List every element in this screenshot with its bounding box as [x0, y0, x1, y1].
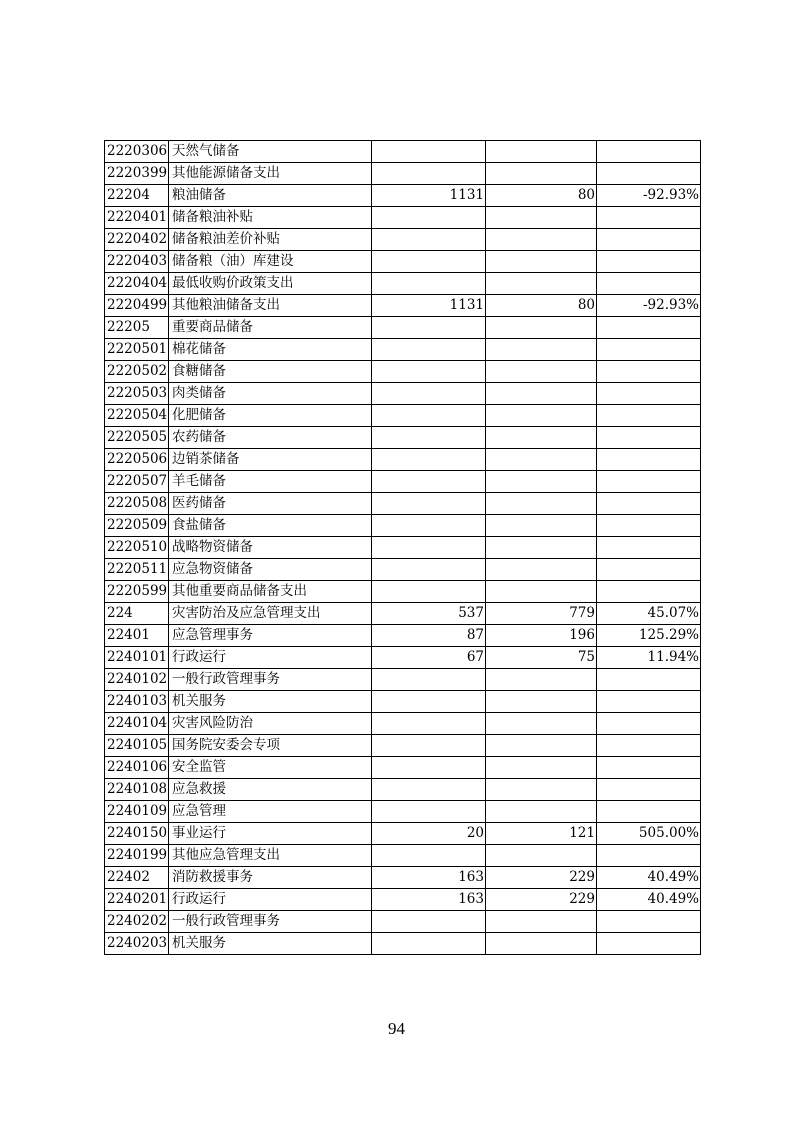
cell-code: 2240102 [105, 669, 169, 691]
cell-change-percent: 45.07% [597, 603, 701, 625]
cell-name: 灾害防治及应急管理支出 [169, 603, 372, 625]
cell-value-1 [372, 515, 486, 537]
cell-change-percent [597, 163, 701, 185]
table-row [105, 823, 701, 845]
cell-change-percent [597, 207, 701, 229]
cell-name: 重要商品储备 [169, 317, 372, 339]
cell-change-percent [597, 405, 701, 427]
cell-name: 其他应急管理支出 [169, 845, 372, 867]
cell-code: 2220509 [105, 515, 169, 537]
cell-change-percent [597, 757, 701, 779]
table-row [105, 141, 701, 163]
cell-value-2: 80 [486, 295, 597, 317]
cell-code: 2240202 [105, 911, 169, 933]
cell-code: 2240108 [105, 779, 169, 801]
cell-value-1 [372, 251, 486, 273]
cell-name: 储备粮（油）库建设 [169, 251, 372, 273]
cell-value-1 [372, 141, 486, 163]
cell-value-2: 779 [486, 603, 597, 625]
table-row [105, 581, 701, 603]
cell-value-1: 1131 [372, 185, 486, 207]
cell-change-percent [597, 229, 701, 251]
table-row [105, 295, 701, 317]
cell-value-2 [486, 229, 597, 251]
cell-code: 2220507 [105, 471, 169, 493]
cell-value-1: 67 [372, 647, 486, 669]
cell-change-percent: 505.00% [597, 823, 701, 845]
cell-code: 2220503 [105, 383, 169, 405]
cell-name: 食糖储备 [169, 361, 372, 383]
cell-value-2: 75 [486, 647, 597, 669]
cell-value-1 [372, 713, 486, 735]
table-body [105, 141, 701, 955]
cell-value-2: 80 [486, 185, 597, 207]
cell-value-2: 121 [486, 823, 597, 845]
table-row [105, 515, 701, 537]
cell-change-percent [597, 383, 701, 405]
table-row [105, 383, 701, 405]
cell-change-percent [597, 427, 701, 449]
cell-name: 事业运行 [169, 823, 372, 845]
cell-value-1 [372, 405, 486, 427]
cell-value-2 [486, 669, 597, 691]
cell-value-2 [486, 383, 597, 405]
cell-code: 2240104 [105, 713, 169, 735]
cell-name: 应急物资储备 [169, 559, 372, 581]
cell-code: 2240101 [105, 647, 169, 669]
cell-change-percent [597, 141, 701, 163]
table-row [105, 471, 701, 493]
cell-code: 224 [105, 603, 169, 625]
cell-code: 2240103 [105, 691, 169, 713]
cell-value-1 [372, 471, 486, 493]
cell-value-1 [372, 449, 486, 471]
cell-value-2 [486, 911, 597, 933]
cell-value-2 [486, 317, 597, 339]
cell-change-percent [597, 471, 701, 493]
cell-code: 2220510 [105, 537, 169, 559]
cell-name: 一般行政管理事务 [169, 911, 372, 933]
cell-value-2 [486, 515, 597, 537]
table-row [105, 801, 701, 823]
table-row [105, 185, 701, 207]
table-row [105, 559, 701, 581]
cell-code: 22401 [105, 625, 169, 647]
cell-change-percent [597, 801, 701, 823]
cell-code: 2220306 [105, 141, 169, 163]
cell-value-1 [372, 361, 486, 383]
cell-name: 其他粮油储备支出 [169, 295, 372, 317]
cell-name: 行政运行 [169, 889, 372, 911]
cell-value-1: 20 [372, 823, 486, 845]
cell-value-1 [372, 537, 486, 559]
cell-change-percent [597, 449, 701, 471]
cell-code: 22205 [105, 317, 169, 339]
cell-name: 其他能源储备支出 [169, 163, 372, 185]
cell-code: 2240106 [105, 757, 169, 779]
cell-value-1 [372, 207, 486, 229]
cell-value-1 [372, 383, 486, 405]
budget-table [104, 140, 701, 955]
cell-code: 2220501 [105, 339, 169, 361]
cell-name: 天然气储备 [169, 141, 372, 163]
cell-change-percent: 40.49% [597, 867, 701, 889]
cell-value-1 [372, 735, 486, 757]
cell-value-1 [372, 691, 486, 713]
cell-value-1 [372, 229, 486, 251]
table-row [105, 757, 701, 779]
cell-name: 储备粮油补贴 [169, 207, 372, 229]
cell-code: 2220499 [105, 295, 169, 317]
cell-change-percent [597, 559, 701, 581]
cell-code: 2240105 [105, 735, 169, 757]
table-row [105, 493, 701, 515]
cell-name: 国务院安委会专项 [169, 735, 372, 757]
cell-name: 棉花储备 [169, 339, 372, 361]
cell-name: 机关服务 [169, 933, 372, 955]
table-row [105, 779, 701, 801]
cell-code: 2240201 [105, 889, 169, 911]
cell-value-2 [486, 405, 597, 427]
cell-code: 2220399 [105, 163, 169, 185]
cell-change-percent: 125.29% [597, 625, 701, 647]
cell-value-1 [372, 933, 486, 955]
cell-code: 2220511 [105, 559, 169, 581]
cell-value-1: 537 [372, 603, 486, 625]
cell-value-1 [372, 911, 486, 933]
table-row [105, 603, 701, 625]
cell-code: 2220505 [105, 427, 169, 449]
cell-name: 一般行政管理事务 [169, 669, 372, 691]
table-row [105, 537, 701, 559]
cell-change-percent [597, 339, 701, 361]
cell-value-2: 229 [486, 867, 597, 889]
cell-name: 安全监管 [169, 757, 372, 779]
cell-value-2 [486, 691, 597, 713]
cell-change-percent [597, 537, 701, 559]
table-row [105, 427, 701, 449]
table-row [105, 845, 701, 867]
table-row [105, 229, 701, 251]
cell-name: 食盐储备 [169, 515, 372, 537]
cell-value-1 [372, 757, 486, 779]
cell-change-percent [597, 581, 701, 603]
cell-change-percent [597, 713, 701, 735]
cell-value-2: 229 [486, 889, 597, 911]
table-row [105, 251, 701, 273]
cell-value-1: 163 [372, 867, 486, 889]
cell-value-2 [486, 801, 597, 823]
cell-value-2 [486, 845, 597, 867]
cell-value-2 [486, 779, 597, 801]
cell-value-2 [486, 581, 597, 603]
cell-change-percent [597, 361, 701, 383]
cell-value-1: 1131 [372, 295, 486, 317]
table-row [105, 339, 701, 361]
table-row [105, 933, 701, 955]
cell-name: 行政运行 [169, 647, 372, 669]
cell-value-1 [372, 427, 486, 449]
cell-name: 粮油储备 [169, 185, 372, 207]
table-row [105, 449, 701, 471]
cell-change-percent [597, 779, 701, 801]
cell-change-percent [597, 515, 701, 537]
cell-name: 肉类储备 [169, 383, 372, 405]
table-row [105, 361, 701, 383]
table-row [105, 273, 701, 295]
cell-value-1 [372, 669, 486, 691]
cell-value-1 [372, 779, 486, 801]
cell-value-2: 196 [486, 625, 597, 647]
cell-value-1 [372, 559, 486, 581]
cell-name: 灾害风险防治 [169, 713, 372, 735]
cell-value-1: 87 [372, 625, 486, 647]
cell-name: 边销茶储备 [169, 449, 372, 471]
table-row [105, 405, 701, 427]
cell-name: 医药储备 [169, 493, 372, 515]
cell-code: 2220506 [105, 449, 169, 471]
cell-name: 其他重要商品储备支出 [169, 581, 372, 603]
cell-value-2 [486, 493, 597, 515]
table-row [105, 317, 701, 339]
cell-value-2 [486, 273, 597, 295]
cell-code: 2220403 [105, 251, 169, 273]
table-row [105, 911, 701, 933]
cell-value-2 [486, 163, 597, 185]
cell-name: 最低收购价政策支出 [169, 273, 372, 295]
cell-change-percent [597, 735, 701, 757]
cell-code: 2240203 [105, 933, 169, 955]
cell-value-1 [372, 339, 486, 361]
table-row [105, 889, 701, 911]
cell-change-percent [597, 273, 701, 295]
cell-change-percent [597, 251, 701, 273]
cell-value-2 [486, 471, 597, 493]
cell-value-2 [486, 427, 597, 449]
page-number: 94 [388, 1019, 405, 1038]
cell-name: 农药储备 [169, 427, 372, 449]
cell-code: 2220599 [105, 581, 169, 603]
cell-change-percent [597, 317, 701, 339]
cell-name: 化肥储备 [169, 405, 372, 427]
cell-change-percent [597, 669, 701, 691]
table-row [105, 163, 701, 185]
cell-value-1 [372, 801, 486, 823]
cell-code: 22402 [105, 867, 169, 889]
cell-code: 2240150 [105, 823, 169, 845]
table-row [105, 713, 701, 735]
cell-value-2 [486, 449, 597, 471]
cell-change-percent [597, 933, 701, 955]
cell-value-2 [486, 537, 597, 559]
cell-change-percent [597, 493, 701, 515]
cell-value-1 [372, 163, 486, 185]
cell-name: 消防救援事务 [169, 867, 372, 889]
cell-name: 羊毛储备 [169, 471, 372, 493]
cell-name: 应急管理事务 [169, 625, 372, 647]
cell-value-1 [372, 317, 486, 339]
cell-value-1 [372, 493, 486, 515]
cell-code: 2220402 [105, 229, 169, 251]
cell-code: 22204 [105, 185, 169, 207]
table-row [105, 735, 701, 757]
cell-value-2 [486, 757, 597, 779]
cell-change-percent: 11.94% [597, 647, 701, 669]
cell-name: 应急救援 [169, 779, 372, 801]
table-row [105, 669, 701, 691]
cell-change-percent: -92.93% [597, 185, 701, 207]
table-row [105, 625, 701, 647]
cell-value-1 [372, 273, 486, 295]
cell-value-2 [486, 559, 597, 581]
cell-name: 应急管理 [169, 801, 372, 823]
cell-name: 机关服务 [169, 691, 372, 713]
cell-value-2 [486, 735, 597, 757]
cell-value-2 [486, 207, 597, 229]
cell-value-2 [486, 339, 597, 361]
cell-value-2 [486, 251, 597, 273]
cell-value-2 [486, 361, 597, 383]
table-row [105, 691, 701, 713]
cell-value-1 [372, 581, 486, 603]
cell-name: 战略物资储备 [169, 537, 372, 559]
cell-change-percent: -92.93% [597, 295, 701, 317]
cell-code: 2240199 [105, 845, 169, 867]
cell-code: 2220508 [105, 493, 169, 515]
cell-value-1: 163 [372, 889, 486, 911]
cell-change-percent [597, 911, 701, 933]
cell-name: 储备粮油差价补贴 [169, 229, 372, 251]
cell-value-2 [486, 141, 597, 163]
table-row [105, 207, 701, 229]
table-row [105, 647, 701, 669]
cell-change-percent: 40.49% [597, 889, 701, 911]
cell-code: 2220404 [105, 273, 169, 295]
cell-change-percent [597, 691, 701, 713]
cell-code: 2220401 [105, 207, 169, 229]
cell-value-2 [486, 933, 597, 955]
cell-code: 2220502 [105, 361, 169, 383]
cell-value-1 [372, 845, 486, 867]
table-row [105, 867, 701, 889]
cell-change-percent [597, 845, 701, 867]
cell-code: 2240109 [105, 801, 169, 823]
cell-code: 2220504 [105, 405, 169, 427]
cell-value-2 [486, 713, 597, 735]
